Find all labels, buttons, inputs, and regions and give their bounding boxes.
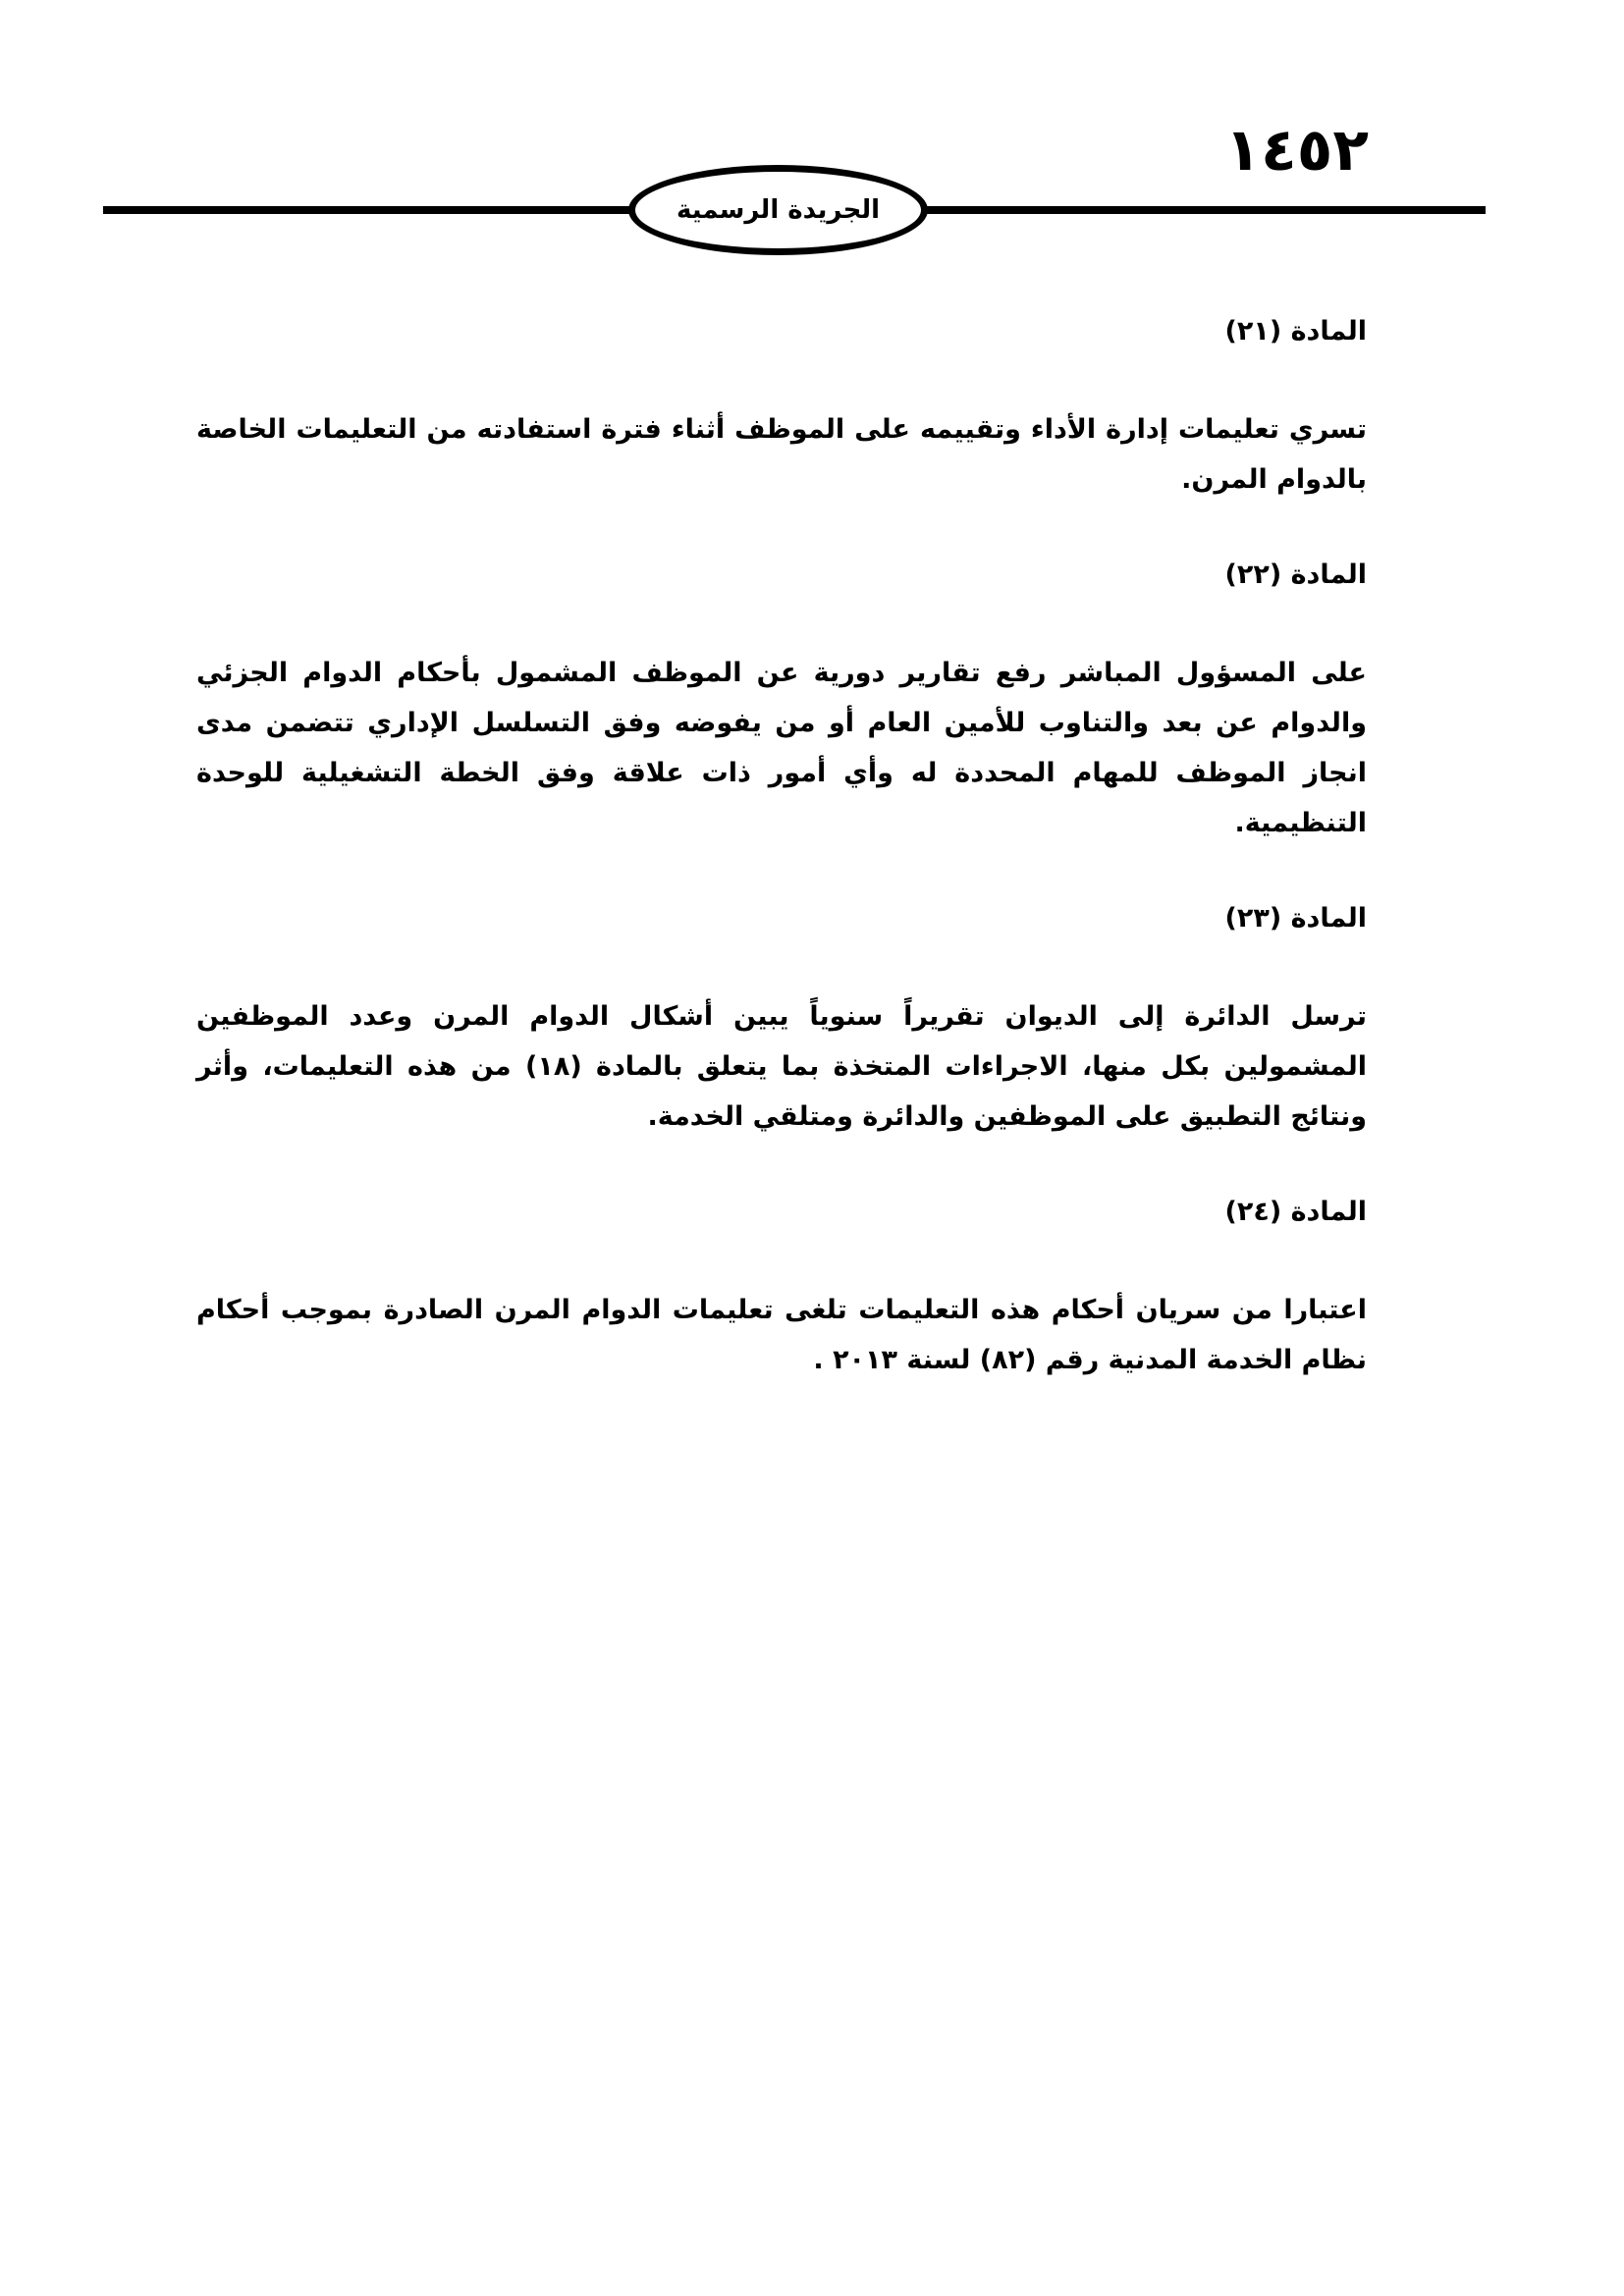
article-24 [196, 1193, 1367, 1385]
article-heading: المادة (٢١) [1224, 316, 1367, 347]
article-heading: المادة (٢٢) [1224, 560, 1367, 590]
article-23 [196, 899, 1367, 1142]
article-heading: المادة (٢٤) [1224, 1197, 1367, 1227]
article-body: على المسؤول المباشر رفع تقارير دورية عن الموظف المشمول بأحكام الدوام الجزئي والدوام عن بعد والتناوب للأمين العام أو من يفوضه وفق التسلسل الإداري تتضمن مدى انجاز الموظف للمهام المحددة له وأي أمور ذات علاقة وفق الخطة التشغيلية للوحدة التنظيمية. [196, 658, 1367, 838]
page-number: ١٤٥٢ [1224, 116, 1369, 185]
article-body: ترسل الدائرة إلى الديوان تقريراً سنوياً يبين أشكال الدوام المرن وعدد الموظفين المشمولين بكل منها، الاجراءات المتخذة بما يتعلق بالمادة (١٨) من هذه التعليمات، وأثر ونتائج التطبيق على الموظفين والدائرة ومتلقي الخدمة. [196, 1001, 1368, 1132]
article-body: تسري تعليمات إدارة الأداء وتقييمه على الموظف أثناء فترة استفادته من التعليمات الخاصة بالدوام المرن. [196, 414, 1367, 495]
article-body: اعتبارا من سريان أحكام هذه التعليمات تلغى تعليمات الدوام المرن الصادرة بموجب أحكام نظام الخدمة المدنية رقم (٨٢) لسنة ٢٠١٣ . [196, 1295, 1367, 1375]
header-oval [628, 165, 928, 255]
document-body [196, 294, 1367, 1436]
article-21 [196, 312, 1367, 505]
article-heading: المادة (٢٣) [1224, 903, 1367, 934]
article-22 [196, 556, 1367, 848]
publication-title: الجريدة الرسمية [677, 195, 880, 225]
